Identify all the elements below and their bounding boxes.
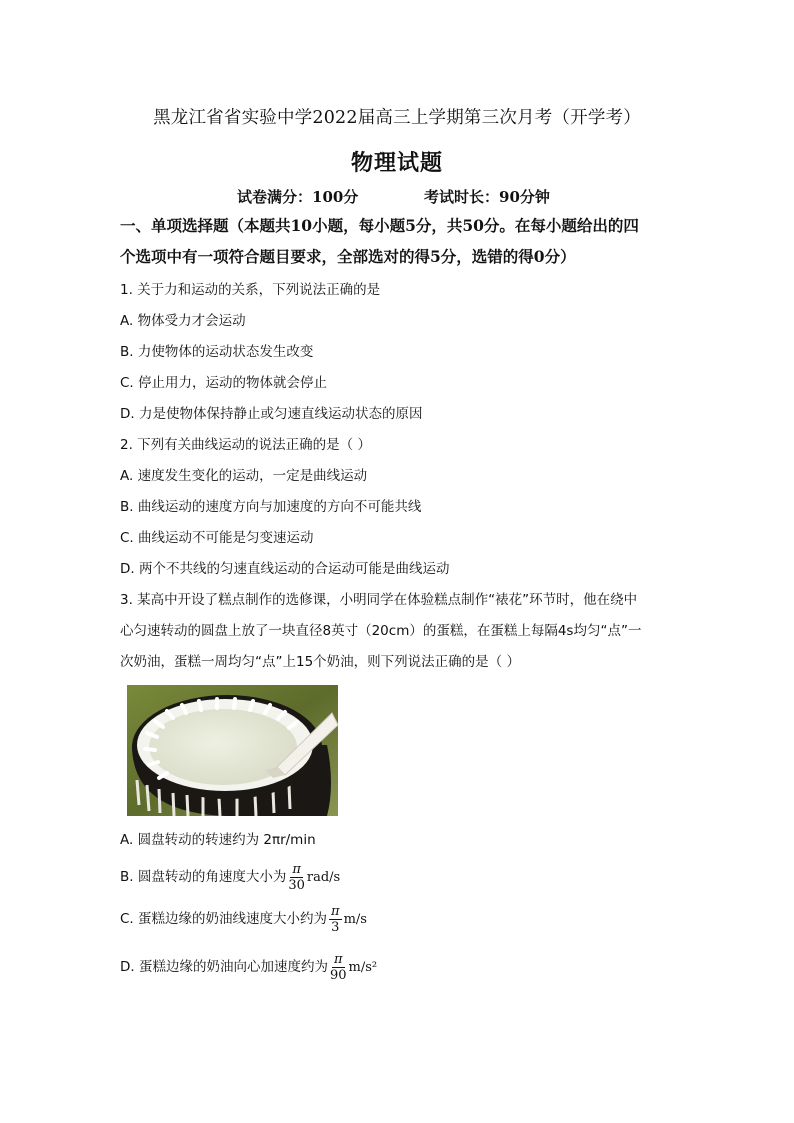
q3-option-a: A. 圆盘转动的转速约为 2πr/min bbox=[120, 832, 316, 848]
q3-stem-line3: 次奶油，蛋糕一周均匀“点”上15个奶油，则下列说法正确的是（ ） bbox=[120, 654, 520, 670]
q3-option-c-fraction bbox=[329, 904, 342, 935]
q3-option-d-text: D. 蛋糕边缘的奶油向心加速度约为 bbox=[120, 959, 328, 975]
q3-option-d bbox=[120, 950, 680, 985]
q3-option-d-unit: m/s² bbox=[348, 960, 378, 975]
q1-stem: 1. 关于力和运动的关系，下列说法正确的是 bbox=[120, 282, 381, 298]
subject-title: 物理试题 bbox=[350, 150, 443, 176]
q3-option-b-unit: rad/s bbox=[306, 870, 341, 885]
q3-option-b-text: B. 圆盘转动的角速度大小为 bbox=[120, 869, 287, 885]
section-heading-line2: 个选项中有一项符合题目要求，全部选对的得5分，选错的得0分） bbox=[120, 247, 576, 266]
cake-decorating-photo bbox=[127, 685, 338, 816]
fraction-denominator: 3 bbox=[331, 919, 340, 935]
q3-option-c-unit: m/s bbox=[343, 912, 367, 927]
fraction-denominator: 90 bbox=[329, 967, 347, 983]
exam-title: 黑龙江省省实验中学2022届高三上学期第三次月考（开学考） bbox=[153, 108, 641, 128]
full-score: 试卷满分：100分 bbox=[237, 188, 359, 206]
q3-option-b bbox=[120, 860, 680, 895]
q3-option-c bbox=[120, 902, 680, 937]
q2-option-b: B. 曲线运动的速度方向与加速度的方向不可能共线 bbox=[120, 499, 422, 515]
q3-option-b-fraction bbox=[288, 862, 305, 893]
q2-option-d: D. 两个不共线的匀速直线运动的合运动可能是曲线运动 bbox=[120, 561, 450, 577]
q3-stem-line1: 3. 某高中开设了糕点制作的选修课，小明同学在体验糕点制作“裱花”环节时，他在绕中 bbox=[120, 592, 638, 608]
q2-stem: 2. 下列有关曲线运动的说法正确的是（ ） bbox=[120, 437, 371, 453]
q1-option-b: B. 力使物体的运动状态发生改变 bbox=[120, 344, 314, 360]
q2-option-c: C. 曲线运动不可能是匀变速运动 bbox=[120, 530, 314, 546]
q3-option-d-fraction bbox=[330, 952, 347, 983]
q1-option-c: C. 停止用力，运动的物体就会停止 bbox=[120, 375, 328, 391]
section-heading-line1: 一、单项选择题（本题共10小题，每小题5分，共50分。在每小题给出的四 bbox=[120, 216, 639, 235]
exam-duration: 考试时长：90分钟 bbox=[424, 188, 550, 206]
fraction-numerator: π bbox=[292, 861, 301, 877]
q2-option-a: A. 速度发生变化的运动，一定是曲线运动 bbox=[120, 468, 368, 484]
q1-option-d: D. 力是使物体保持静止或匀速直线运动状态的原因 bbox=[120, 406, 423, 422]
fraction-numerator: π bbox=[333, 951, 343, 967]
section-heading bbox=[120, 210, 680, 272]
fraction-numerator: π bbox=[331, 903, 340, 919]
q1-option-a: A. 物体受力才会运动 bbox=[120, 313, 246, 329]
q3-stem-line2: 心匀速转动的圆盘上放了一块直径8英寸（20cm）的蛋糕，在蛋糕上每隔4s均匀“点”一 bbox=[120, 623, 642, 639]
fraction-denominator: 30 bbox=[288, 877, 305, 893]
q3-option-c-text: C. 蛋糕边缘的奶油线速度大小约为 bbox=[120, 911, 328, 927]
